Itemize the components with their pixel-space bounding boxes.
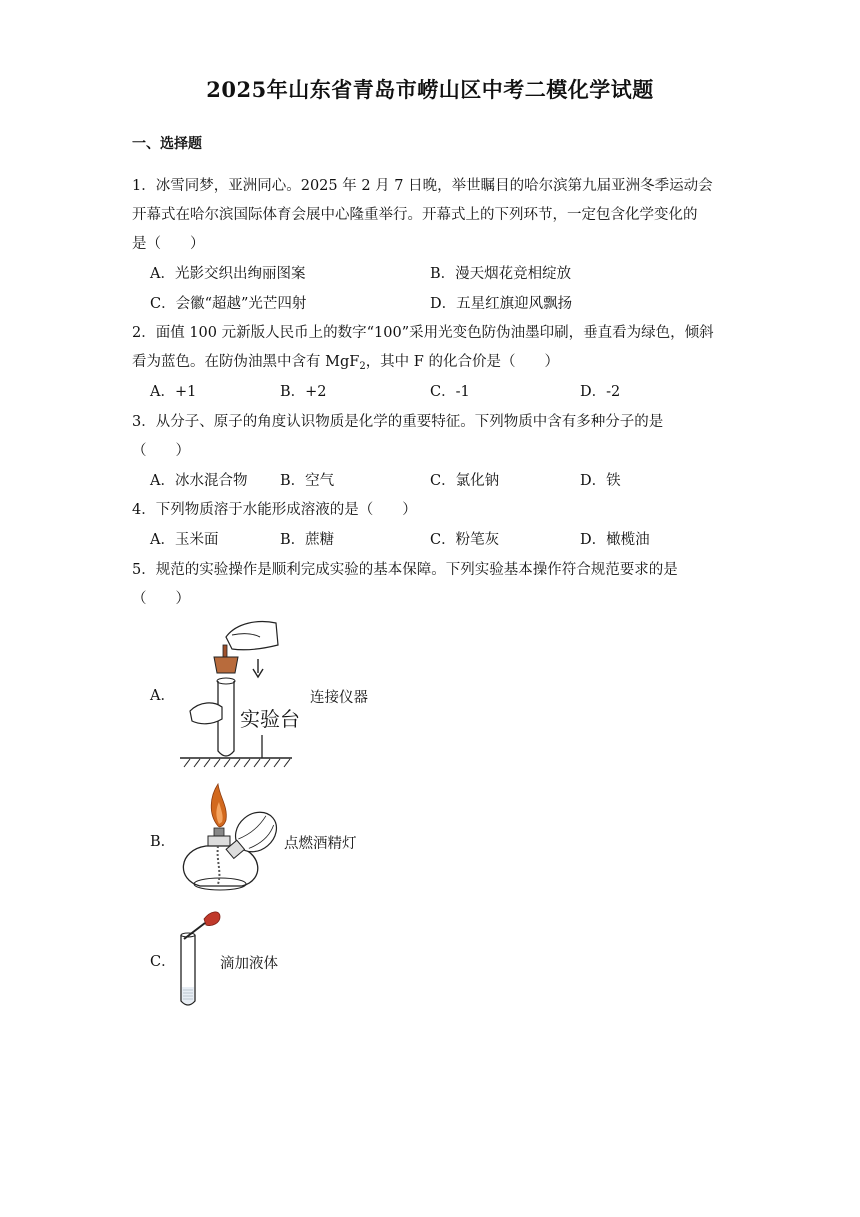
q1-stem-line-2: 开幕式在哈尔滨国际体育会展中心隆重举行。开幕式上的下列环节，一定包含化学变化的 [132,207,698,223]
q2-option-b[interactable]: B．+2 [280,384,327,400]
q1-stem-line-3: 是（ ） [132,236,205,252]
q4-option-d[interactable]: D．橄榄油 [580,532,650,548]
q2-stem-line-2 [132,352,559,372]
q2-option-c[interactable]: C．-1 [430,384,470,400]
q2-stem-part-1: 看为蓝色。在防伪油黑中含有 MgF [132,354,360,370]
q2-option-d[interactable]: D．-2 [580,384,621,400]
q5-option-b-letter[interactable]: B． [150,834,176,850]
dropper-test-tube-figure [170,905,225,1010]
q5-stem-line-2: （ ） [132,591,190,607]
q3-stem-line-2: （ ） [132,443,190,459]
section-heading: 一、选择题 [132,136,202,152]
q4-option-a[interactable]: A．玉米面 [150,532,219,548]
q1-stem-line-1: 1．冰雪同梦，亚洲同心。2025 年 2 月 7 日晚，举世瞩目的哈尔滨第九届亚洲冬季运动会 [132,178,713,194]
q5-option-b-label[interactable]: 点燃酒精灯 [284,836,357,852]
q5-option-a-letter[interactable]: A． [150,688,175,704]
page-title: 2025年山东省青岛市崂山区中考二模化学试题 [206,77,654,102]
q3-option-b[interactable]: B．空气 [280,473,335,489]
q3-stem-line-1: 3．从分子、原子的角度认识物质是化学的重要特征。下列物质中含有多种分子的是 [132,414,664,430]
alcohol-lamp-figure [172,780,287,898]
q5-option-c-label[interactable]: 滴加液体 [220,956,278,972]
q1-option-a[interactable]: A．光影交织出绚丽图案 [150,266,306,282]
q5-option-a-label[interactable]: 连接仪器 [310,690,368,706]
connect-apparatus-figure [176,615,296,773]
q3-option-d[interactable]: D．铁 [580,473,621,489]
lab-bench-label: 实验台 [240,707,300,731]
q5-option-c-letter[interactable]: C． [150,954,176,970]
q1-option-b[interactable]: B．漫天烟花竞相绽放 [430,266,572,282]
q3-option-a[interactable]: A．冰水混合物 [150,473,248,489]
q1-option-c[interactable]: C．会徽“超越”光芒四射 [150,296,307,312]
q3-option-c[interactable]: C．氯化钠 [430,473,500,489]
q2-stem-part-2: ，其中 F 的化合价是（ ） [365,354,559,370]
q4-option-b[interactable]: B．蔗糖 [280,532,335,548]
q4-stem-line-1: 4．下列物质溶于水能形成溶液的是（ ） [132,502,417,518]
q5-stem-line-1: 5．规范的实验操作是顺利完成实验的基本保障。下列实验基本操作符合规范要求的是 [132,562,678,578]
q2-stem-line-1: 2．面值 100 元新版人民币上的数字“100”采用光变色防伪油墨印刷，垂直看为绿色，倾斜 [132,325,714,341]
formula-subscript: 2 [359,361,366,372]
q1-option-d[interactable]: D．五星红旗迎风飘扬 [430,296,573,312]
q2-option-a[interactable]: A．+1 [150,384,197,400]
q4-option-c[interactable]: C．粉笔灰 [430,532,500,548]
